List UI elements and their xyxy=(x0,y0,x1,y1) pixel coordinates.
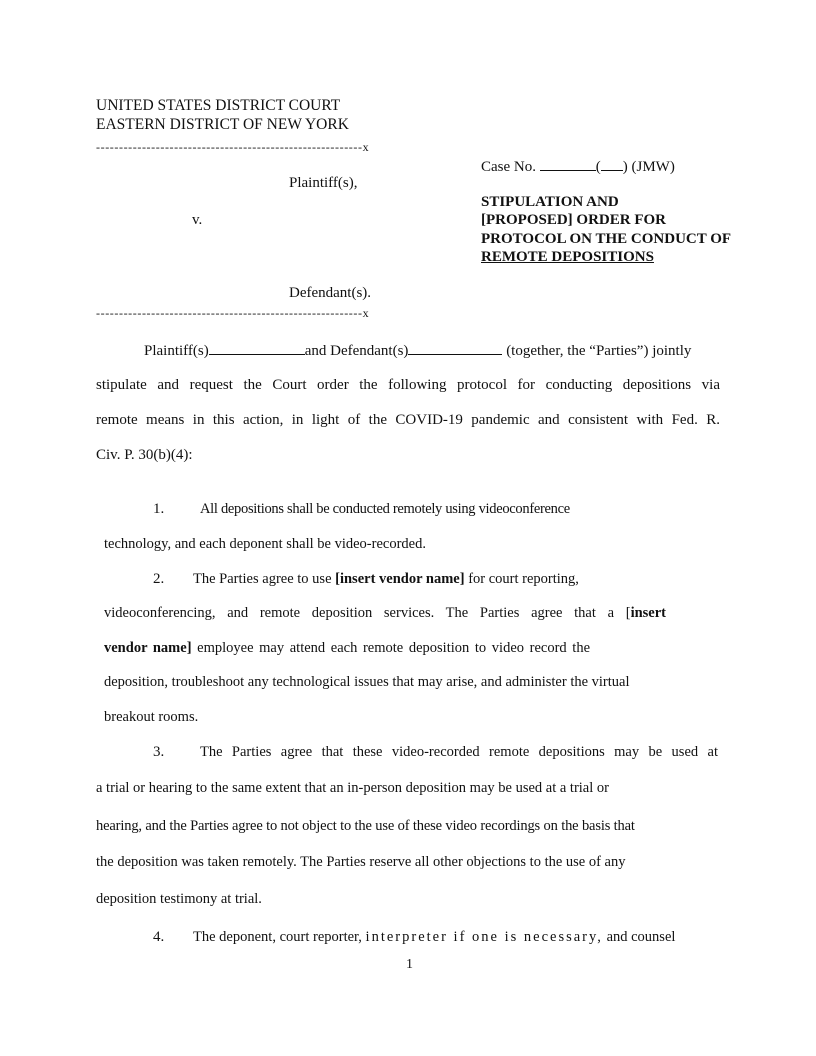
intro-line-3: remote means in this action, in light of the COVID-19 pandemic and consistent with Fed. R. xyxy=(96,412,720,428)
caption-divider-top: ----------------------------------------------------------x xyxy=(96,140,370,154)
case-number-blank xyxy=(540,157,596,171)
item-1-number: 1. xyxy=(153,501,165,517)
intro-line-1 xyxy=(144,341,691,360)
caption-divider-bottom: ----------------------------------------------------------x xyxy=(96,306,370,320)
intro-line-4: Civ. P. 30(b)(4): xyxy=(96,447,193,463)
intro-together: (together, the “Parties”) jointly xyxy=(506,343,692,359)
case-number-prefix: Case No. xyxy=(481,159,536,175)
case-number-suffix: ) (JMW) xyxy=(622,159,675,175)
intro-line-2: stipulate and request the Court order the following protocol for conducting depositions via xyxy=(96,377,720,393)
item-2-vendor-name-placeholder: vendor name] xyxy=(104,640,192,656)
intro-plaintiffs: Plaintiff(s) xyxy=(144,343,209,359)
item-1-line-1: All depositions shall be conducted remotely using videoconference xyxy=(200,501,570,517)
item-3-line-5: deposition testimony at trial. xyxy=(96,891,262,907)
document-title-line-1: STIPULATION AND xyxy=(481,194,619,210)
page-number: 1 xyxy=(406,957,413,972)
item-2-insert-placeholder: insert xyxy=(630,605,666,621)
item-2-line-5: breakout rooms. xyxy=(104,709,199,725)
document-title-line-3: PROTOCOL ON THE CONDUCT OF xyxy=(481,231,732,247)
document-title-line-4: REMOTE DEPOSITIONS xyxy=(481,249,654,265)
item-2-line-4: deposition, troubleshoot any technological issues that may arise, and administer the virtual xyxy=(104,674,630,690)
item-2-number: 2. xyxy=(153,571,165,587)
item-2-text-a: The Parties agree to use xyxy=(193,571,336,587)
item-3-number: 3. xyxy=(153,744,165,760)
item-2-line-3-text: employee may attend each remote deposition to video record the xyxy=(191,640,591,656)
plaintiffs-blank xyxy=(209,341,305,355)
item-2-line-3 xyxy=(104,640,590,657)
caption-plaintiff: Plaintiff(s), xyxy=(289,175,358,191)
caption-versus: v. xyxy=(192,212,203,228)
item-2-line-1 xyxy=(193,571,579,588)
item-2-vendor-placeholder: [insert vendor name] xyxy=(335,571,465,587)
item-3-line-3: hearing, and the Parties agree to not object to the use of these video recordings on the basis that xyxy=(96,818,635,834)
item-3-line-1: The Parties agree that these video-recorded remote depositions may be used at xyxy=(200,744,718,760)
case-number-initials-blank xyxy=(601,157,623,171)
defendants-blank xyxy=(408,341,502,355)
case-number xyxy=(481,157,675,176)
court-district: EASTERN DISTRICT OF NEW YORK xyxy=(96,116,349,133)
intro-defendants: and Defendant(s) xyxy=(304,343,409,359)
item-2-text-b: for court reporting, xyxy=(464,571,579,587)
caption-defendant: Defendant(s). xyxy=(289,285,372,301)
case-number-open: ( xyxy=(595,159,601,175)
document-title-line-2: [PROPOSED] ORDER FOR xyxy=(481,212,666,228)
item-3-line-4: the deposition was taken remotely. The Parties reserve all other objections to the use of any xyxy=(96,854,626,870)
item-4-text-a: The deponent, court reporter, xyxy=(193,929,362,945)
item-2-line-2 xyxy=(104,605,666,622)
item-1-line-2: technology, and each deponent shall be video-recorded. xyxy=(104,536,426,552)
item-3-line-2: a trial or hearing to the same extent that an in-person deposition may be used at a trial or xyxy=(96,780,609,796)
court-name: UNITED STATES DISTRICT COURT xyxy=(96,97,341,114)
item-4-line-1 xyxy=(193,929,675,946)
item-2-line-2-text: videoconferencing, and remote deposition services. The Parties agree that a [ xyxy=(104,605,631,621)
item-4-interpreter-text: interpreter if one is necessary, xyxy=(365,929,603,945)
item-4-number: 4. xyxy=(153,929,165,945)
item-4-text-b: and counsel xyxy=(606,929,676,945)
